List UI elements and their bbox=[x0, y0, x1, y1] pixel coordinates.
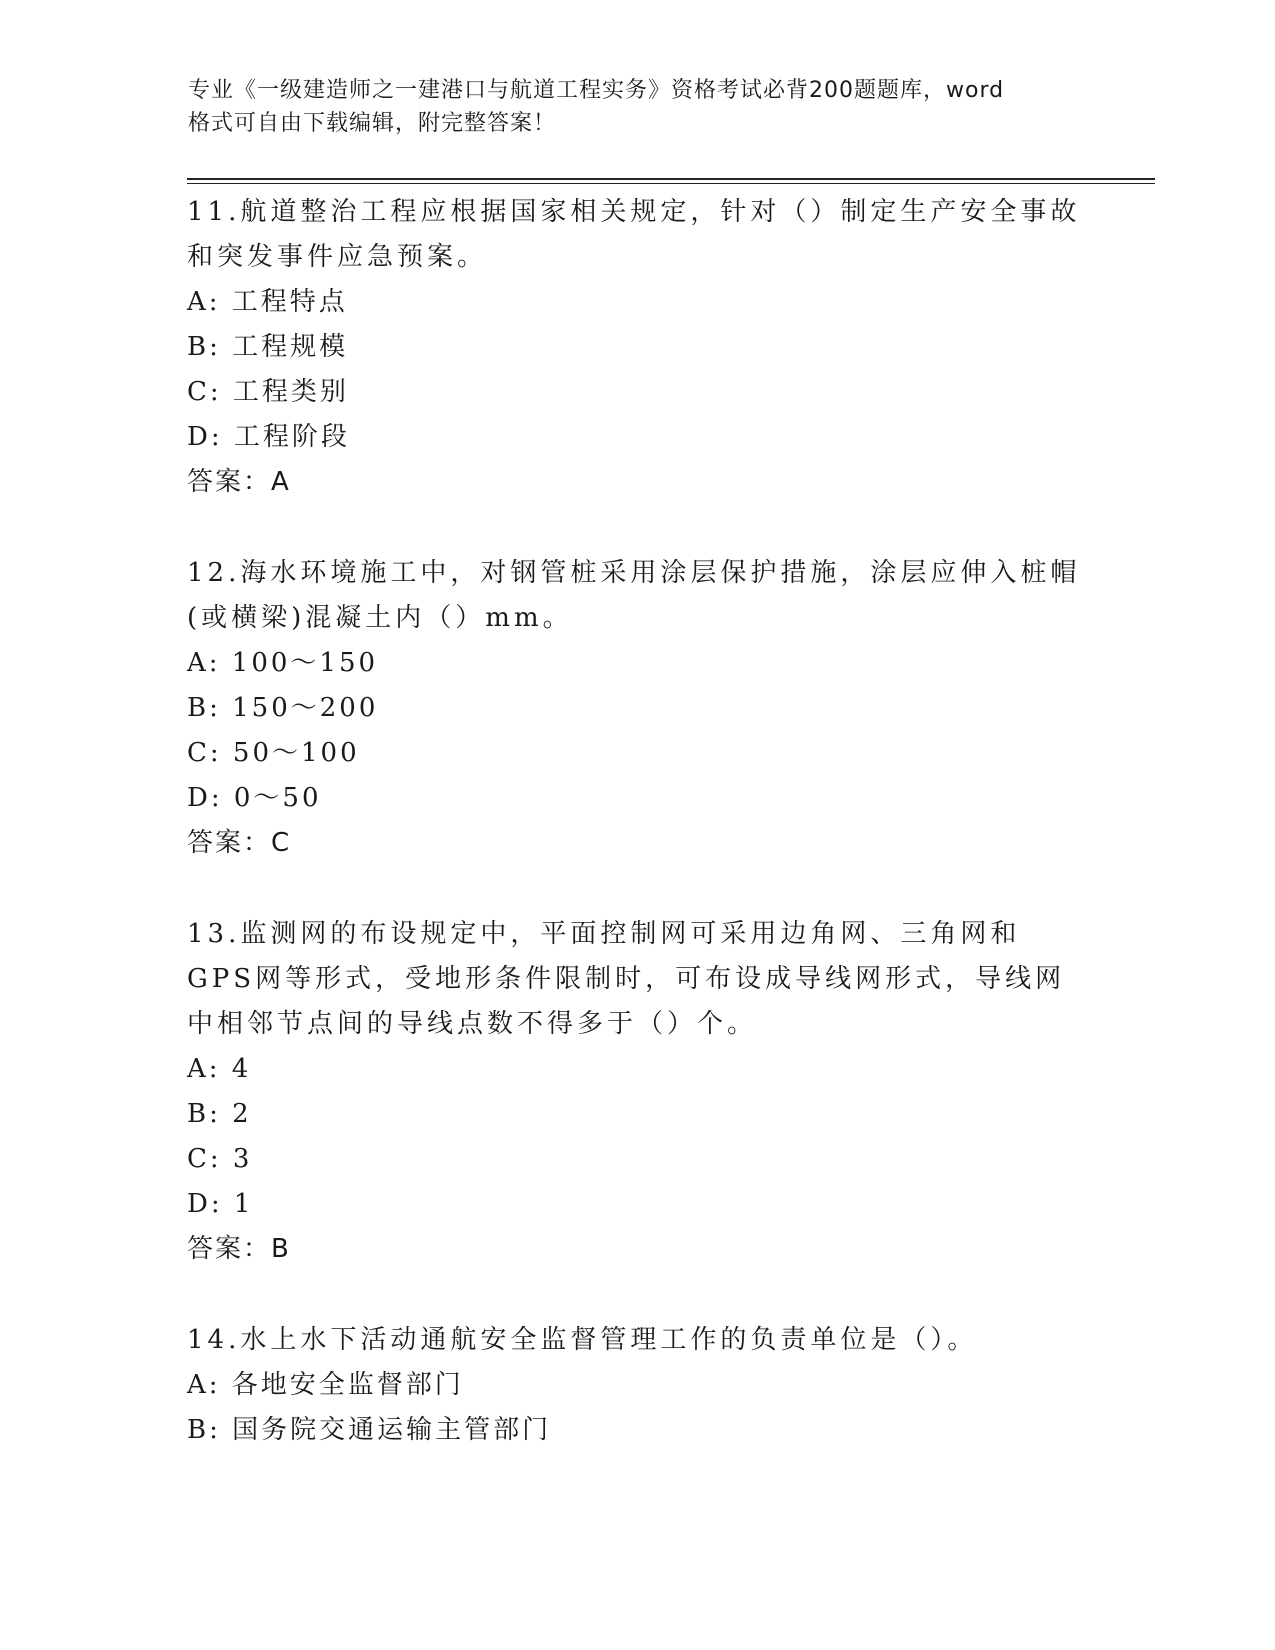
header-line-1: 专业《一级建造师之一建港口与航道工程实务》资格考试必背200题题库，word bbox=[188, 78, 1005, 103]
option-a: A: 100～150 bbox=[187, 648, 379, 678]
option-d: D: 0～50 bbox=[187, 783, 322, 813]
answer-label: 答案：C bbox=[187, 828, 292, 858]
header-divider-thick bbox=[187, 178, 1155, 180]
question-text: 11.航道整治工程应根据国家相关规定，针对（）制定生产安全事故和突发事件应急预案。 bbox=[187, 197, 1081, 272]
question-14 bbox=[187, 1318, 1087, 1453]
option-a: A: 工程特点 bbox=[187, 287, 348, 317]
question-11 bbox=[187, 190, 1087, 505]
option-b: B: 工程规模 bbox=[187, 332, 349, 362]
option-b: B: 国务院交通运输主管部门 bbox=[187, 1415, 552, 1445]
option-a: A: 4 bbox=[187, 1054, 252, 1084]
answer-label: 答案：B bbox=[187, 1234, 291, 1264]
option-c: C: 50～100 bbox=[187, 738, 360, 768]
question-13 bbox=[187, 912, 1087, 1272]
question-12 bbox=[187, 551, 1087, 866]
question-text: 12.海水环境施工中，对钢管桩采用涂层保护措施，涂层应伸入桩帽(或横梁)混凝土内（）mm。 bbox=[187, 558, 1081, 633]
option-c: C: 3 bbox=[187, 1144, 253, 1174]
document-header bbox=[188, 74, 1088, 140]
option-a: A: 各地安全监督部门 bbox=[187, 1370, 464, 1400]
header-line-2: 格式可自由下载编辑，附完整答案！ bbox=[188, 111, 557, 136]
answer-label: 答案：A bbox=[187, 467, 291, 497]
question-text: 14.水上水下活动通航安全监督管理工作的负责单位是（）。 bbox=[187, 1325, 978, 1355]
option-b: B: 2 bbox=[187, 1099, 252, 1129]
option-b: B: 150～200 bbox=[187, 693, 379, 723]
question-list bbox=[187, 190, 1087, 1499]
option-c: C: 工程类别 bbox=[187, 377, 349, 407]
question-text: 13.监测网的布设规定中，平面控制网可采用边角网、三角网和GPS网等形式，受地形条件限制时，可布设成导线网形式，导线网中相邻节点间的导线点数不得多于（）个。 bbox=[187, 919, 1066, 1039]
option-d: D: 1 bbox=[187, 1189, 254, 1219]
header-divider-thin bbox=[187, 183, 1155, 184]
option-d: D: 工程阶段 bbox=[187, 422, 350, 452]
